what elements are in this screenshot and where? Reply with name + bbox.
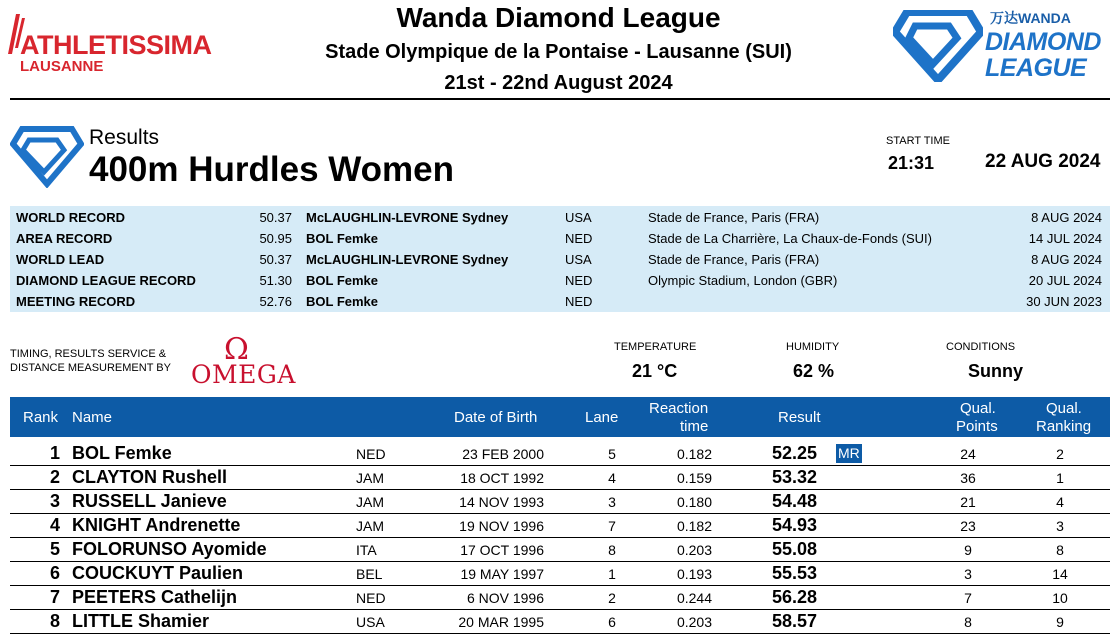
- athlete-name: CLAYTON Rushell: [72, 467, 228, 487]
- qual-ranking: 9: [1056, 614, 1064, 630]
- col-lane: Lane: [585, 409, 619, 426]
- athlete-name: BOL Femke: [72, 443, 172, 463]
- nationality: JAM: [356, 518, 384, 534]
- record-row: [10, 291, 1110, 312]
- athlete-name: LITTLE Shamier: [72, 611, 210, 631]
- date-of-birth: 23 FEB 2000: [462, 446, 544, 462]
- lane: 8: [608, 542, 616, 558]
- table-row: [10, 514, 1110, 538]
- table-row: [10, 442, 1110, 466]
- col-result: Result: [778, 409, 821, 426]
- lane: 6: [608, 614, 616, 630]
- qual-points: 8: [964, 614, 972, 630]
- nationality: USA: [356, 614, 385, 630]
- record-nat: NED: [565, 273, 593, 288]
- record-nat: USA: [565, 252, 592, 267]
- col-qual-ranking-line2: Ranking: [1036, 418, 1092, 435]
- dl-logo-brand: 万达WANDA: [990, 10, 1071, 26]
- timing-credit: [10, 347, 171, 375]
- reaction-time: 0.182: [676, 518, 712, 534]
- record-holder: McLAUGHLIN-LEVRONE Sydney: [306, 252, 509, 267]
- record-type: AREA RECORD: [16, 231, 113, 246]
- record-holder: BOL Femke: [306, 294, 379, 309]
- humidity-value: 62 %: [793, 361, 835, 381]
- results-label: Results: [89, 126, 160, 149]
- result: 55.53: [772, 563, 818, 583]
- col-rank: Rank: [23, 409, 59, 426]
- timing-line-2: DISTANCE MEASUREMENT BY: [10, 362, 171, 374]
- record-type: MEETING RECORD: [16, 294, 136, 309]
- athlete-name: PEETERS Cathelijn: [72, 587, 238, 607]
- qual-points: 7: [964, 590, 972, 606]
- meeting-dates: 21st - 22nd August 2024: [444, 72, 673, 94]
- result: 53.32: [772, 467, 818, 487]
- nationality: JAM: [356, 494, 384, 510]
- record-row: [10, 207, 1110, 228]
- rank: 3: [49, 491, 60, 511]
- record-date: 20 JUL 2024: [1028, 273, 1102, 288]
- reaction-time: 0.180: [676, 494, 712, 510]
- temperature-label: TEMPERATURE: [614, 341, 697, 353]
- reaction-time: 0.193: [676, 566, 712, 582]
- athlete-name: KNIGHT Andrenette: [72, 515, 241, 535]
- record-row: [10, 270, 1110, 291]
- col-reaction-line1: Reaction: [649, 400, 709, 417]
- conditions-value: Sunny: [968, 361, 1024, 381]
- lane: 3: [608, 494, 616, 510]
- record-date: 30 JUN 2023: [1026, 294, 1102, 309]
- record-row: [10, 228, 1110, 249]
- date-of-birth: 18 OCT 1992: [460, 470, 544, 486]
- table-row: [10, 490, 1110, 514]
- qual-points: 36: [960, 470, 976, 486]
- record-type: WORLD LEAD: [16, 252, 105, 267]
- lane: 2: [608, 590, 616, 606]
- col-reaction-line2: time: [680, 418, 709, 435]
- result: 58.57: [772, 611, 818, 631]
- record-value: 50.95: [259, 231, 292, 246]
- record-holder: McLAUGHLIN-LEVRONE Sydney: [306, 210, 509, 225]
- omega-logo: OMEGA: [191, 360, 296, 389]
- reaction-time: 0.203: [676, 614, 712, 630]
- col-qual-points-line1: Qual.: [960, 400, 996, 417]
- result: 56.28: [772, 587, 818, 607]
- record-date: 14 JUL 2024: [1028, 231, 1102, 246]
- nationality: JAM: [356, 470, 384, 486]
- results-table-header: [10, 397, 1110, 437]
- table-row: [10, 586, 1110, 610]
- athlete-name: FOLORUNSO Ayomide: [72, 539, 267, 559]
- reaction-time: 0.159: [676, 470, 712, 486]
- reaction-time: 0.244: [676, 590, 712, 606]
- conditions-label: CONDITIONS: [946, 341, 1016, 353]
- table-row: [10, 538, 1110, 562]
- rank: 1: [49, 443, 60, 463]
- date-of-birth: 14 NOV 1993: [459, 494, 544, 510]
- meeting-logo-name: ATHLETISSIMA: [20, 30, 212, 60]
- result: 52.25: [772, 443, 818, 463]
- rank: 7: [49, 587, 60, 607]
- rank: 2: [49, 467, 60, 487]
- result: 54.93: [772, 515, 818, 535]
- record-holder: BOL Femke: [306, 231, 379, 246]
- record-type: WORLD RECORD: [16, 210, 126, 225]
- rank: 4: [49, 515, 60, 535]
- event-name: 400m Hurdles Women: [89, 150, 455, 189]
- qual-ranking: 2: [1056, 446, 1064, 462]
- records-panel: [10, 206, 1110, 312]
- date-of-birth: 20 MAR 1995: [458, 614, 544, 630]
- col-qual-ranking-line1: Qual.: [1046, 400, 1082, 417]
- reaction-time: 0.203: [676, 542, 712, 558]
- table-row: [10, 466, 1110, 490]
- date-of-birth: 6 NOV 1996: [466, 590, 544, 606]
- rank: 5: [49, 539, 60, 559]
- record-venue: Stade de La Charrière, La Chaux-de-Fonds (SUI): [648, 231, 932, 246]
- record-date: 8 AUG 2024: [1031, 210, 1102, 225]
- record-venue: Olympic Stadium, London (GBR): [648, 273, 838, 288]
- event-date: 22 AUG 2024: [985, 151, 1101, 172]
- humidity-label: HUMIDITY: [786, 341, 840, 353]
- qual-ranking: 8: [1056, 542, 1064, 558]
- qual-ranking: 10: [1052, 590, 1068, 606]
- start-time-label: START TIME: [886, 135, 950, 147]
- nationality: NED: [356, 446, 386, 462]
- nationality: BEL: [356, 566, 383, 582]
- record-venue: Stade de France, Paris (FRA): [648, 252, 820, 267]
- athlete-name: COUCKUYT Paulien: [72, 563, 244, 583]
- timing-line-1: TIMING, RESULTS SERVICE &: [10, 348, 167, 360]
- qual-points: 3: [964, 566, 972, 582]
- col-name: Name: [72, 409, 113, 426]
- qual-points: 21: [960, 494, 976, 510]
- record-date: 8 AUG 2024: [1031, 252, 1102, 267]
- record-venue: Stade de France, Paris (FRA): [648, 210, 820, 225]
- record-nat: USA: [565, 210, 592, 225]
- lane: 5: [608, 446, 616, 462]
- qual-points: 23: [960, 518, 976, 534]
- venue-title: Stade Olympique de la Pontaise - Lausanne (SUI): [325, 41, 792, 63]
- dl-logo-line1: DIAMOND: [985, 28, 1101, 56]
- lane: 1: [608, 566, 616, 582]
- rank: 8: [49, 611, 60, 631]
- col-qual-points-line2: Points: [956, 418, 998, 435]
- temperature-value: 21 °C: [632, 361, 678, 381]
- record-badge: MR: [838, 445, 860, 461]
- omega-symbol: Ω: [224, 332, 249, 367]
- record-nat: NED: [565, 294, 593, 309]
- record-row: [10, 249, 1110, 270]
- page-title: Wanda Diamond League: [396, 2, 721, 33]
- record-type: DIAMOND LEAGUE RECORD: [16, 273, 196, 288]
- date-of-birth: 19 MAY 1997: [460, 566, 544, 582]
- record-value: 52.76: [259, 294, 292, 309]
- start-time: 21:31: [888, 153, 935, 173]
- qual-ranking: 1: [1056, 470, 1064, 486]
- nationality: NED: [356, 590, 386, 606]
- record-holder: BOL Femke: [306, 273, 379, 288]
- result: 55.08: [772, 539, 818, 559]
- qual-ranking: 4: [1056, 494, 1064, 510]
- lane: 7: [608, 518, 616, 534]
- date-of-birth: 19 NOV 1996: [459, 518, 544, 534]
- diamond-icon: [10, 126, 84, 188]
- record-value: 51.30: [259, 273, 292, 288]
- qual-points: 9: [964, 542, 972, 558]
- nationality: ITA: [356, 542, 377, 558]
- athlete-name: RUSSELL Janieve: [72, 491, 227, 511]
- dl-logo-line2: LEAGUE: [985, 54, 1087, 82]
- qual-ranking: 3: [1056, 518, 1064, 534]
- lane: 4: [608, 470, 616, 486]
- qual-points: 24: [960, 446, 976, 462]
- record-value: 50.37: [259, 210, 292, 225]
- date-of-birth: 17 OCT 1996: [460, 542, 544, 558]
- page-header: [0, 0, 1117, 100]
- col-dob: Date of Birth: [454, 409, 538, 426]
- table-row: [10, 610, 1110, 634]
- record-nat: NED: [565, 231, 593, 246]
- meeting-logo-city: LAUSANNE: [20, 58, 104, 75]
- rank: 6: [49, 563, 60, 583]
- header-divider: [10, 98, 1110, 100]
- table-row: [10, 562, 1110, 586]
- reaction-time: 0.182: [676, 446, 712, 462]
- diamond-league-logo-icon: [893, 10, 983, 82]
- qual-ranking: 14: [1052, 566, 1068, 582]
- record-value: 50.37: [259, 252, 292, 267]
- result: 54.48: [772, 491, 818, 511]
